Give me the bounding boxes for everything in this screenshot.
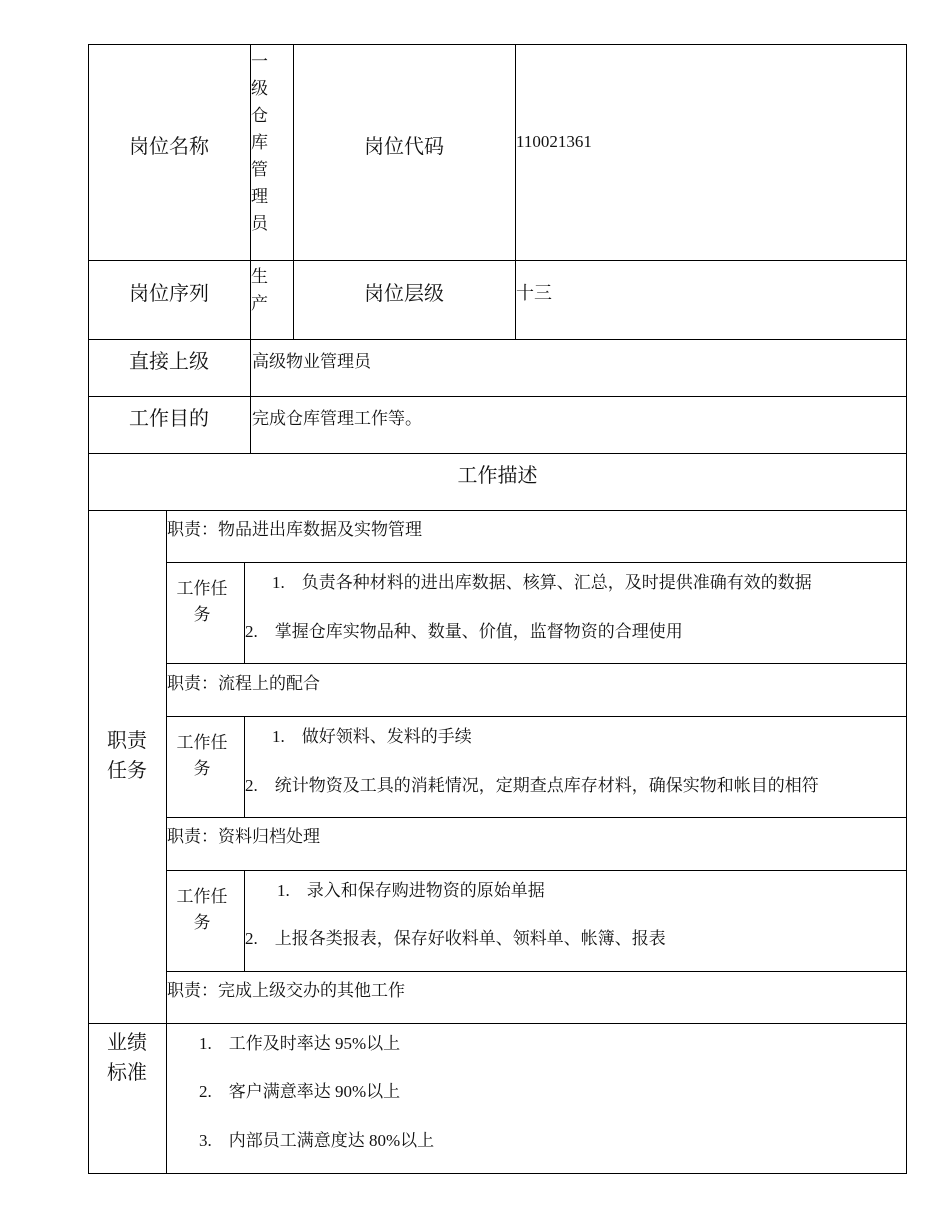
post-code-value: 110021361 [516,132,592,151]
superior-value: 高级物业管理员 [252,352,371,371]
task-item: 2. 上报各类报表，保存好收料单、领料单、帐簿、报表 [245,929,666,948]
performance-item: 1. 工作及时率达 95%以上 [199,1034,401,1053]
task-label: 工作任务 [176,733,228,778]
post-series-value: 生产 [251,267,268,313]
performance-label: 业绩标准 [107,1032,147,1084]
task-item: 1. 录入和保存购进物资的原始单据 [277,881,545,900]
task-item: 2. 统计物资及工具的消耗情况，定期查点库存材料，确保实物和帐目的相符 [245,776,819,795]
task-item: 1. 负责各种材料的进出库数据、核算、汇总，及时提供准确有效的数据 [272,573,812,592]
post-series-label: 岗位序列 [129,283,209,305]
duty-title: 职责：资料归档处理 [167,827,320,846]
post-name-label: 岗位名称 [129,136,209,158]
task-label: 工作任务 [176,579,228,624]
superior-label: 直接上级 [129,351,209,373]
post-level-value: 十三 [516,283,552,303]
post-code-label: 岗位代码 [364,136,444,158]
task-item: 2. 掌握仓库实物品种、数量、价值，监督物资的合理使用 [245,622,683,641]
post-name-value: 一级仓库管理员 [251,52,268,233]
performance-item: 3. 内部员工满意度达 80%以上 [199,1131,435,1150]
performance-item: 2. 客户满意率达 90%以上 [199,1082,401,1101]
duty-title: 职责：完成上级交办的其他工作 [167,981,405,1000]
duty-title: 职责：流程上的配合 [167,674,320,693]
task-label: 工作任务 [176,887,228,932]
section-title: 工作描述 [457,465,538,487]
purpose-label: 工作目的 [129,408,209,430]
duties-label: 职责任务 [107,730,147,782]
duty-title: 职责：物品进出库数据及实物管理 [167,520,422,539]
purpose-value: 完成仓库管理工作等。 [252,409,422,428]
task-item: 1. 做好领料、发料的手续 [272,727,472,746]
post-level-label: 岗位层级 [364,283,444,305]
